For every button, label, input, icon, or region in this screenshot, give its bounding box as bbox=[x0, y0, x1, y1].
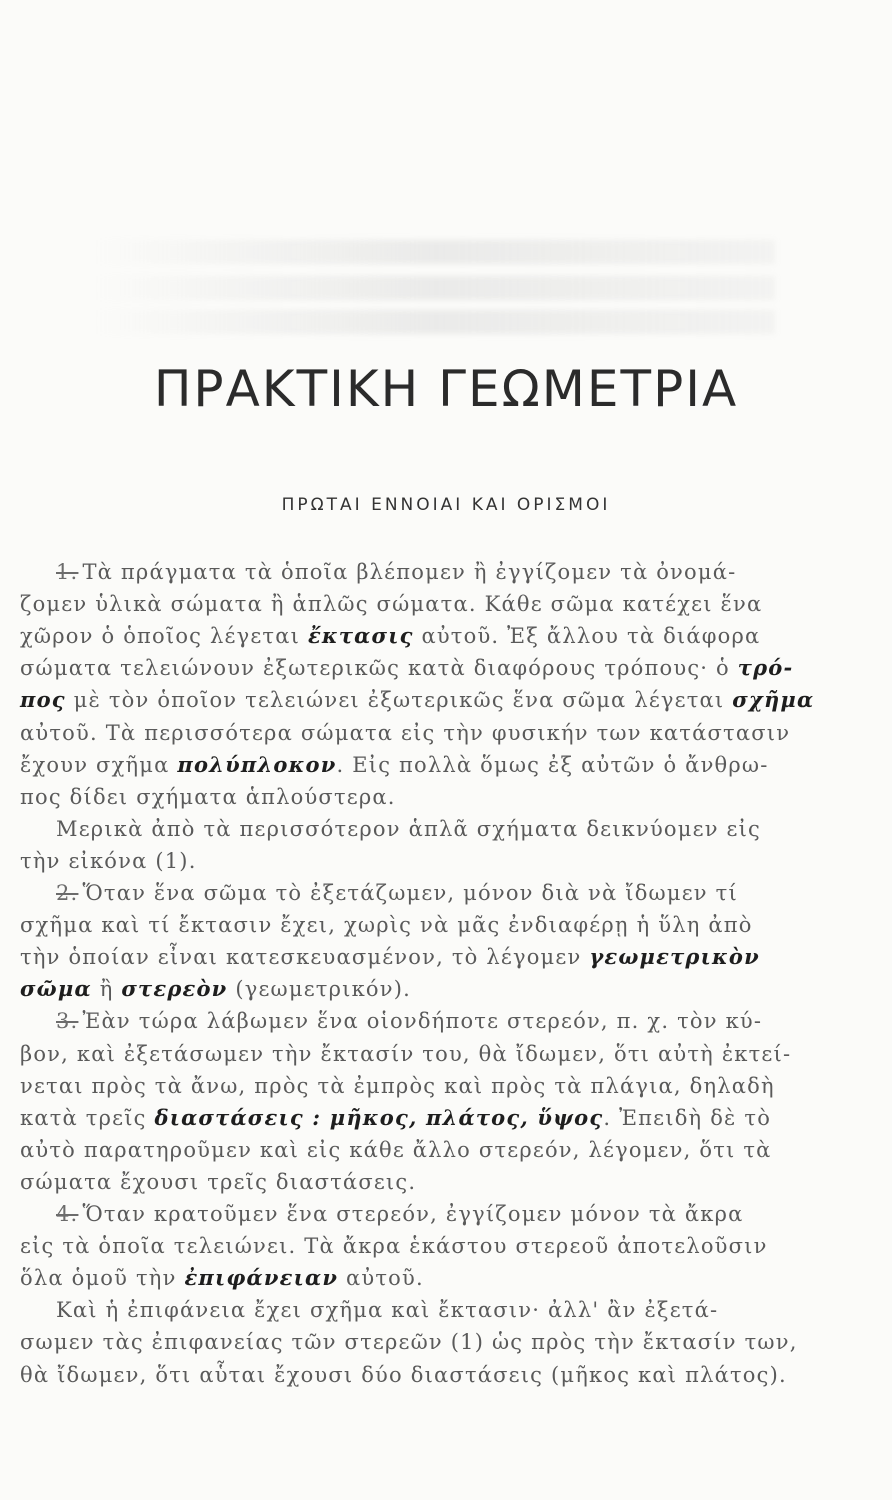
text-span: τὴν εἰκόνα (1). bbox=[20, 848, 197, 873]
text-span: ὅλα ὁμοῦ τὴν bbox=[20, 1266, 185, 1291]
emphasized-term: γεωμετρικὸν bbox=[589, 944, 760, 970]
text-line bbox=[20, 1070, 810, 1102]
text-span: ζομεν ὑλικὰ σώματα ἢ ἁπλῶς σώματα. Κάθε σῶμα κατέχει ἕνα bbox=[20, 592, 763, 617]
text-span: Ἐὰν τώρα λάβωμεν ἕνα οἱονδήποτε στερεόν, π. χ. τὸν κύ- bbox=[82, 1009, 763, 1034]
text-line bbox=[20, 973, 810, 1005]
bleed-through-shadow bbox=[95, 240, 775, 264]
text-line bbox=[20, 1359, 810, 1391]
text-span: Ὅταν κρατοῦμεν ἕνα στερεόν, ἐγγίζομεν μόνον τὰ ἄκρα bbox=[82, 1202, 744, 1226]
text-span: θὰ ἴδωμεν, ὅτι αὗται ἔχουσι δύο διαστάσεις (μῆκος καὶ πλάτος). bbox=[20, 1362, 787, 1387]
text-span: Τὰ πράγματα τὰ ὁποῖα βλέπομεν ἢ ἐγγίζομεν τὰ ὀνομά- bbox=[82, 560, 737, 584]
text-span: . Εἰς πολλὰ ὅμως ἐξ αὐτῶν ὁ ἄνθρω- bbox=[336, 752, 769, 777]
emphasized-term: πολύπλοκον bbox=[177, 751, 337, 777]
text-span: ἔχουν σχῆμα bbox=[20, 752, 178, 777]
text-line bbox=[20, 749, 810, 781]
text-line bbox=[20, 813, 846, 845]
text-line bbox=[20, 652, 810, 684]
text-span: ἢ bbox=[91, 977, 122, 1002]
text-line bbox=[20, 1005, 846, 1037]
emphasized-term: σῶμα bbox=[20, 976, 92, 1002]
text-line bbox=[20, 1230, 810, 1262]
text-span: εἰς τὰ ὁποῖα τελειώνει. Τὰ ἄκρα ἑκάστου στερεοῦ ἀποτελοῦσιν bbox=[20, 1234, 768, 1259]
text-span: μὲ τὸν ὁποῖον τελειώνει ἐξωτερικῶς ἕνα σῶμα λέγεται bbox=[65, 688, 733, 713]
emphasized-term: διαστάσεις : μῆκος, πλάτος, ὕψος bbox=[154, 1104, 604, 1130]
text-span: Μερικὰ ἀπὸ τὰ περισσότερον ἁπλᾶ σχήματα δεικνύομεν εἰς bbox=[56, 816, 762, 841]
text-line bbox=[20, 1294, 846, 1326]
emphasized-term: πος bbox=[20, 687, 66, 713]
page-title: ΠΡΑΚΤΙΚΗ ΓΕΩΜΕΤΡΙΑ bbox=[153, 360, 739, 418]
text-line bbox=[20, 556, 846, 588]
text-span: βον, καὶ ἐξετάσωμεν τὴν ἔκτασίν του, θὰ ἴδωμεν, ὅτι αὐτὴ ἐκτεί- bbox=[20, 1041, 792, 1066]
text-line bbox=[20, 877, 846, 909]
section-heading: ΠΡΩΤΑΙ ΕΝΝΟΙΑΙ ΚΑΙ ΟΡΙΣΜΟΙ bbox=[281, 495, 611, 515]
text-span: αὐτοῦ. bbox=[338, 1266, 424, 1291]
emphasized-term: τρό- bbox=[737, 655, 794, 681]
emphasized-term: ἔκτασις bbox=[307, 623, 414, 649]
emphasized-term: ἐπιφάνειαν bbox=[184, 1265, 339, 1291]
text-line bbox=[20, 1038, 810, 1070]
text-span: σώματα ἔχουσι τρεῖς διαστάσεις. bbox=[20, 1169, 417, 1194]
emphasized-term: σχῆμα bbox=[732, 687, 815, 713]
text-line bbox=[20, 1326, 810, 1358]
text-span: . Ἐπειδὴ δὲ τὸ bbox=[603, 1105, 772, 1130]
text-line bbox=[20, 1134, 810, 1166]
text-line bbox=[20, 941, 810, 973]
text-span: πος δίδει σχήματα ἁπλούστερα. bbox=[20, 784, 396, 809]
text-line bbox=[20, 1198, 846, 1230]
text-span: σώματα τελειώνουν ἐξωτερικῶς κατὰ διαφόρους τρόπους· ὁ bbox=[20, 656, 738, 681]
text-span: (γεωμετρικόν). bbox=[227, 977, 412, 1002]
text-line bbox=[20, 620, 810, 652]
text-line bbox=[20, 588, 810, 620]
text-line bbox=[20, 781, 810, 813]
text-span: αὐτὸ παρατηροῦμεν καὶ εἰς κάθε ἄλλο στερεόν, λέγομεν, ὅτι τὰ bbox=[20, 1137, 772, 1162]
text-span: κατὰ τρεῖς bbox=[20, 1105, 155, 1130]
emphasized-term: στερεὸν bbox=[121, 976, 228, 1002]
text-span: σωμεν τὰς ἐπιφανείας τῶν στερεῶν (1) ὡς πρὸς τὴν ἔκτασίν των, bbox=[20, 1330, 798, 1355]
text-span: αὐτοῦ. Τὰ περισσότερα σώματα εἰς τὴν φυσικήν των κατάστασιν bbox=[20, 720, 791, 745]
text-line bbox=[20, 845, 810, 877]
text-line bbox=[20, 1262, 810, 1294]
text-line bbox=[20, 684, 815, 716]
text-span: τὴν ὁποίαν εἶναι κατεσκευασμένον, τὸ λέγομεν bbox=[20, 945, 590, 970]
paragraph-number: 3. bbox=[56, 1009, 79, 1034]
paragraph-number: 2. bbox=[56, 881, 79, 905]
bleed-through-shadow bbox=[95, 276, 775, 300]
text-span: Ὅταν ἕνα σῶμα τὸ ἐξετάζωμεν, μόνον διὰ νὰ ἴδωμεν τί bbox=[82, 881, 738, 905]
text-line bbox=[20, 1166, 810, 1198]
text-span: σχῆμα καὶ τί ἔκτασιν ἔχει, χωρὶς νὰ μᾶς ἐνδιαφέρῃ ἡ ὕλη ἀπὸ bbox=[20, 913, 753, 938]
text-line bbox=[20, 909, 810, 941]
text-span: χῶρον ὁ ὁποῖος λέγεται bbox=[20, 624, 308, 649]
text-span: νεται πρὸς τὰ ἄνω, πρὸς τὰ ἐμπρὸς καὶ πρὸς τὰ πλάγια, δηλαδὴ bbox=[20, 1073, 775, 1098]
text-line bbox=[20, 717, 810, 749]
paragraph-number: 1. bbox=[56, 560, 79, 584]
paragraph-number: 4. bbox=[56, 1202, 79, 1226]
text-span: Καὶ ἡ ἐπιφάνεια ἔχει σχῆμα καὶ ἔκτασιν· ἀλλ' ἂν ἐξετά- bbox=[56, 1298, 719, 1323]
text-line bbox=[20, 1102, 810, 1134]
text-span: αὐτοῦ. Ἐξ ἄλλου τὰ διάφορα bbox=[413, 624, 761, 649]
bleed-through-shadow bbox=[95, 310, 775, 334]
